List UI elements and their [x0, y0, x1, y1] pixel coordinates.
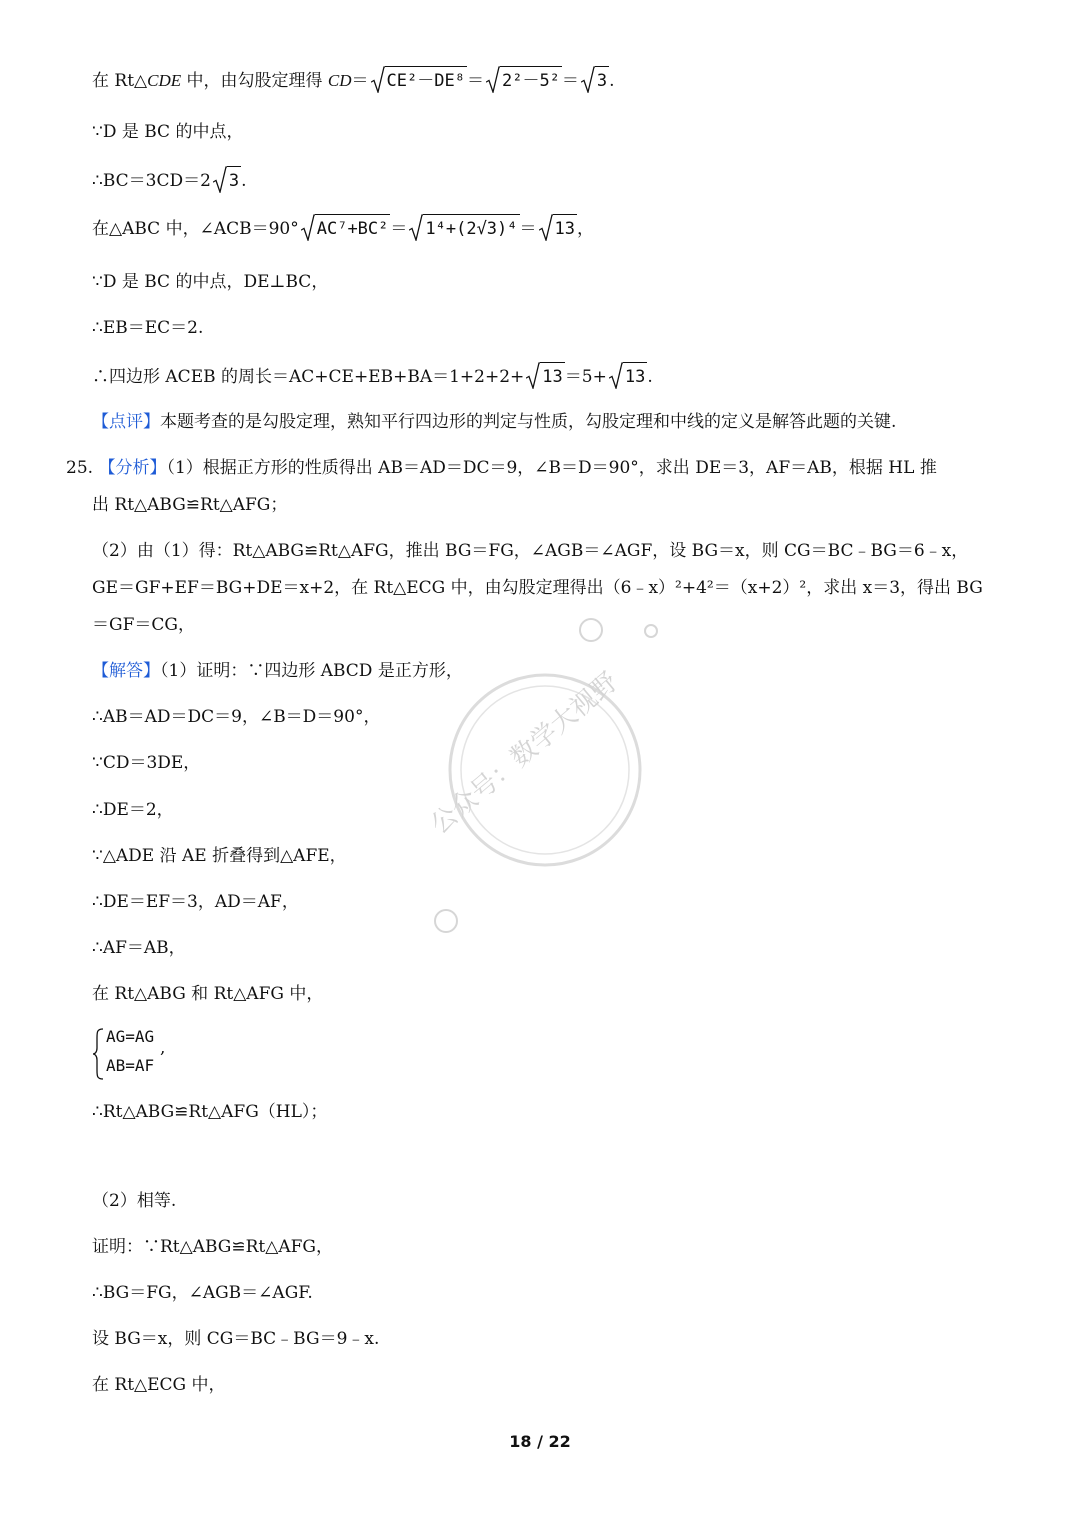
sqrt-ce-de: CE²－DE⁸: [371, 66, 467, 93]
line-sol-6: ∴AF＝AB，: [92, 938, 186, 958]
page-number: 18 / 22: [509, 1432, 571, 1451]
line-sol-7: 在 Rt△ABG 和 Rt△AFG 中，: [92, 984, 324, 1004]
line-sol-4: ∵△ADE 沿 AE 折叠得到△AFE，: [92, 846, 347, 866]
line-part2-2: ∴BG＝FG，∠AGB＝∠AGF.: [92, 1283, 313, 1303]
left-brace-icon: [92, 1028, 104, 1080]
system-comma: ,: [160, 1038, 166, 1058]
line-analysis-3: （2）由（1）得：Rt△ABG≌Rt△AFG，推出 BG＝FG，∠AGB＝∠AGF，设 BG＝x，则 CG＝BC﹣BG＝6﹣x，: [92, 541, 969, 561]
line-q25-analysis: 25. 【分析】（1）根据正方形的性质得出 AB＝AD＝DC＝9，∠B＝D＝90°，求出 DE＝3，AF＝AB，根据 HL 推: [66, 458, 937, 478]
line-abc-ab: 在△ABC 中，∠ACB＝90° AC⁷+BC² ＝ 1⁴+(2√3)⁴ ＝ 13 ，: [92, 214, 594, 241]
watermark-text: 公众号：数学大视野: [425, 666, 624, 841]
line-rt-cde-pythagoras: 在 Rt△CDE 中，由勾股定理得 CD＝ CE²－DE⁸ ＝ 2²－5² ＝ 3 .: [92, 66, 615, 93]
question-number: 25.: [66, 458, 94, 478]
sqrt-3b: 3: [213, 166, 241, 193]
line-analysis-2: 出 Rt△ABG≌Rt△AFG；: [92, 495, 288, 515]
solution-tag: 【解答】: [92, 661, 160, 681]
line-perimeter: ∴四边形 ACEB 的周长＝AC+CE+EB+BA＝1+2+2+ 13 ＝5+ 13 .: [92, 362, 653, 389]
comment-tag: 【点评】: [92, 412, 160, 432]
sqrt-3: 3: [581, 66, 609, 93]
sqrt-ac-bc: AC⁷+BC²: [301, 214, 391, 241]
sqrt-1-2root3: 1⁴+(2√3)⁴: [409, 214, 519, 241]
analysis-tag: 【分析】: [98, 458, 167, 478]
line-eb-ec: ∴EB＝EC＝2.: [92, 318, 204, 338]
line-part2-1: 证明：∵Rt△ABG≌Rt△AFG，: [92, 1237, 333, 1257]
line-sol-3: ∴DE＝2，: [92, 800, 174, 820]
line-part2-4: 在 Rt△ECG 中，: [92, 1375, 226, 1395]
system-row-2: AB=AF: [106, 1056, 155, 1075]
sqrt-13c: 13: [609, 362, 647, 389]
sqrt-13b: 13: [526, 362, 564, 389]
line-part2-3: 设 BG＝x，则 CG＝BC﹣BG＝9﹣x.: [92, 1329, 380, 1349]
line-sol-8: ∴Rt△ABG≌Rt△AFG（HL）；: [92, 1102, 328, 1122]
sqrt-2-5: 2²－5²: [486, 66, 562, 93]
line-solution: 【解答】（1）证明：∵四边形 ABCD 是正方形，: [92, 661, 463, 681]
sqrt-13: 13: [539, 214, 577, 241]
line-analysis-5: ＝GF＝CG，: [92, 615, 195, 635]
equation-system: [92, 1026, 212, 1082]
line-sol-2: ∵CD＝3DE，: [92, 753, 201, 773]
line-sol-5: ∴DE＝EF＝3，AD＝AF，: [92, 892, 299, 912]
line-comment: 【点评】本题考查的是勾股定理，熟知平行四边形的判定与性质，勾股定理和中线的定义是解答此题的关键.: [92, 412, 897, 432]
line-bc-value: ∴BC＝3CD＝2 3 .: [92, 166, 247, 193]
system-row-1: AG=AG: [106, 1027, 155, 1046]
line-sol-1: ∴AB＝AD＝DC＝9，∠B＝D＝90°，: [92, 707, 381, 727]
line-de-perp: ∵D 是 BC 的中点，DE⊥BC，: [92, 272, 329, 292]
line-d-midpoint: ∵D 是 BC 的中点，: [92, 122, 244, 142]
line-part2: （2）相等.: [92, 1191, 177, 1211]
line-analysis-4: GE＝GF+EF＝BG+DE＝x+2，在 Rt△ECG 中，由勾股定理得出（6﹣x）²+4²＝（x+2）²，求出 x＝3，得出 BG: [92, 578, 983, 598]
